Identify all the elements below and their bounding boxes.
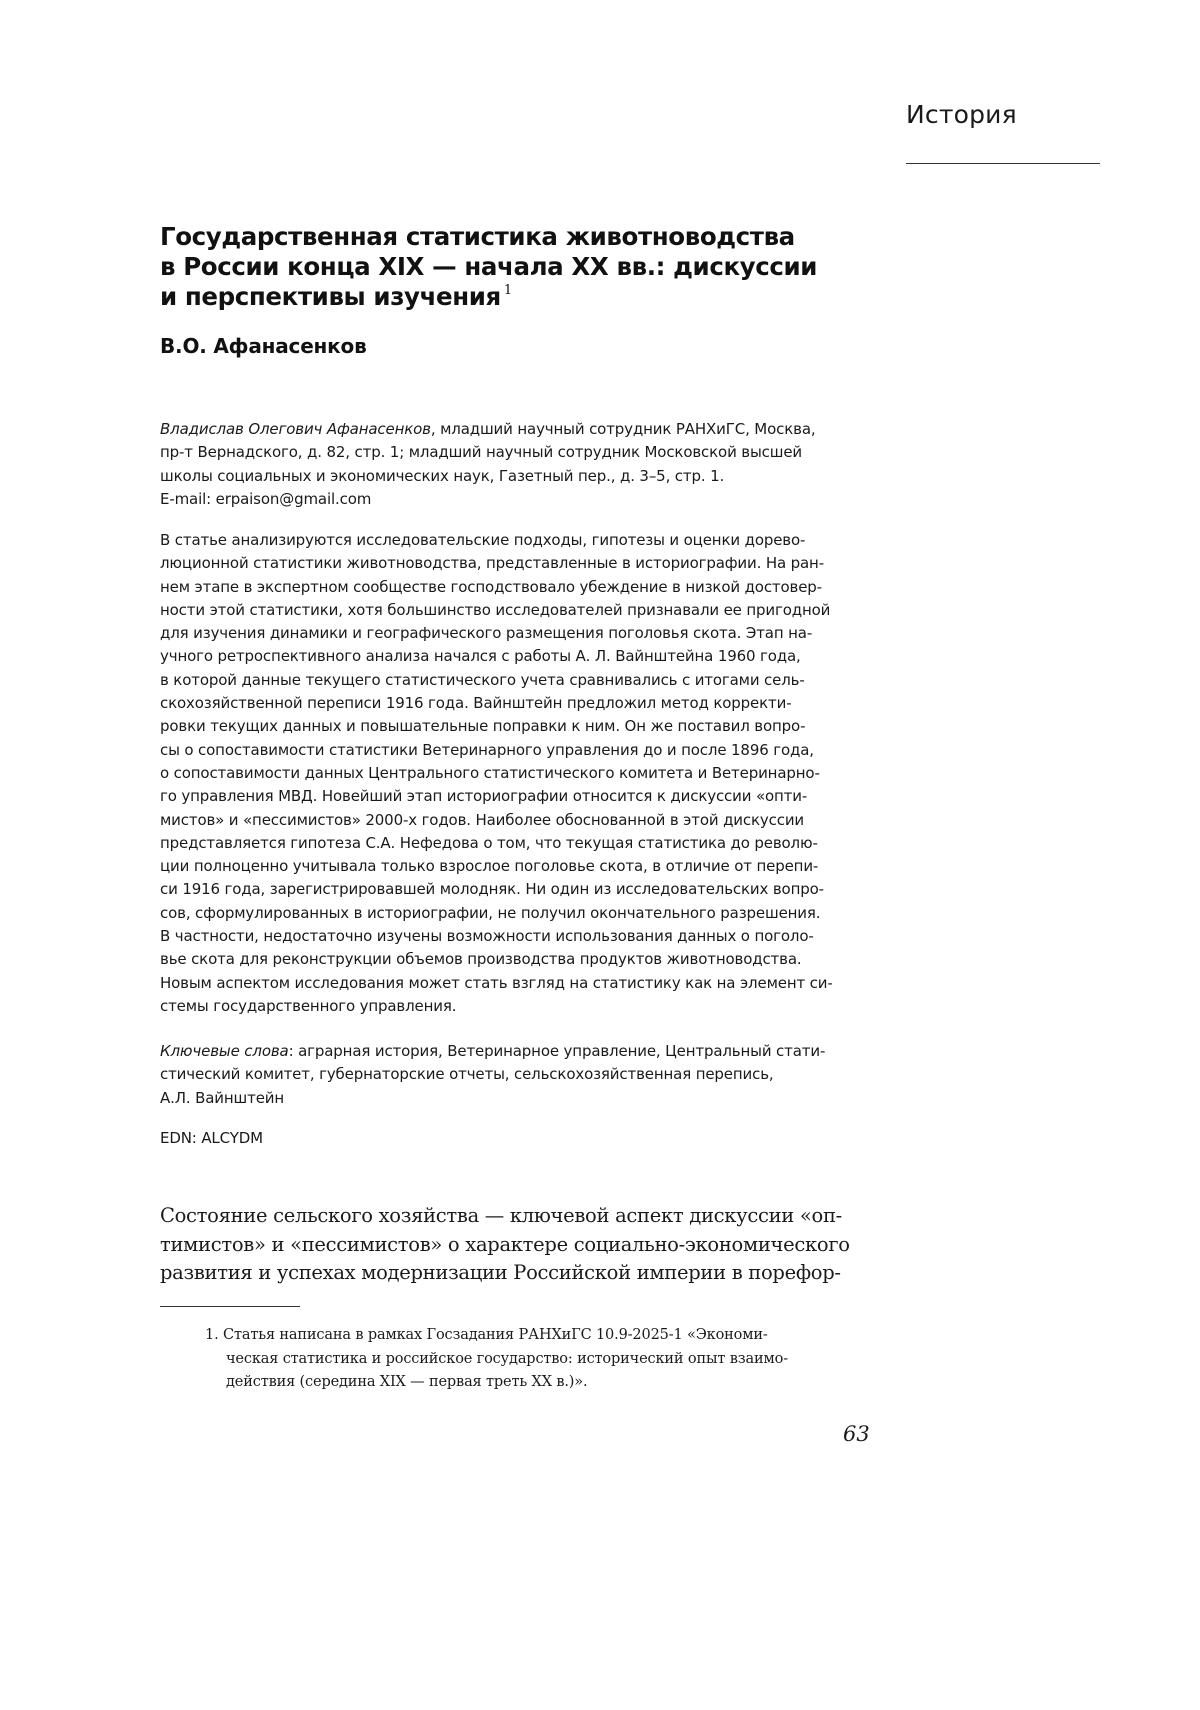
affiliation-line: пр-т Вернадского, д. 82, стр. 1; младший научный сотрудник Московской высшей bbox=[160, 443, 803, 462]
abstract bbox=[160, 529, 880, 1018]
abstract-line: го управления МВД. Новейший этап историографии относится к дискуссии «опти- bbox=[160, 787, 808, 806]
author-email: E-mail: erpaison@gmail.com bbox=[160, 489, 372, 508]
keywords-text: : аграрная история, Ветеринарное управление, Центральный стати- bbox=[288, 1042, 826, 1060]
body-line: тимистов» и «пессимистов» о характере социально-экономического bbox=[160, 1232, 850, 1256]
affiliation-text: , младший научный сотрудник РАНХиГС, Москва, bbox=[430, 420, 816, 438]
keywords-line bbox=[160, 1040, 880, 1063]
body-line: Состояние сельского хозяйства — ключевой аспект дискуссии «оп- bbox=[160, 1204, 842, 1227]
abstract-line: представляется гипотеза С.А. Нефедова о том, что текущая статистика до револю- bbox=[160, 833, 818, 852]
footnote-line: ческая статистика и российское государство: исторический опыт взаимо- bbox=[226, 1350, 788, 1367]
abstract-line: В частности, недостаточно изучены возможности использования данных о поголо- bbox=[160, 927, 814, 946]
abstract-line: Новым аспектом исследования может стать взгляд на статистику как на элемент си- bbox=[160, 973, 833, 992]
abstract-line: ции полноценно учитывала только взрослое поголовье скота, в отличие от перепи- bbox=[160, 857, 819, 876]
title-line-text: и перспективы изучения bbox=[160, 282, 501, 311]
keywords-line: стический комитет, губернаторские отчеты, сельскохозяйственная перепись, bbox=[160, 1065, 774, 1084]
abstract-line: о сопоставимости данных Центрального статистического комитета и Ветеринарно- bbox=[160, 763, 820, 782]
abstract-line: мистов» и «пессимистов» 2000-х годов. Наиболее обоснованной в этой дискуссии bbox=[160, 810, 805, 829]
footnote-line bbox=[205, 1324, 895, 1348]
keywords-line: А.Л. Вайнштейн bbox=[160, 1088, 285, 1107]
footnote-divider bbox=[160, 1306, 300, 1307]
abstract-line: скохозяйственной переписи 1916 года. Вайнштейн предложил метод корректи- bbox=[160, 694, 792, 713]
author-affiliation bbox=[160, 418, 880, 511]
section-divider bbox=[906, 163, 1100, 164]
abstract-line: в которой данные текущего статистического учета сравнивались с итогами сель- bbox=[160, 670, 805, 689]
article-title bbox=[160, 222, 920, 312]
affiliation-line bbox=[160, 418, 880, 441]
abstract-line: учного ретроспективного анализа начался с работы А. Л. Вайнштейна 1960 года, bbox=[160, 647, 801, 666]
footnote-text: Статья написана в рамках Госзадания РАНХиГС 10.9-2025-1 «Экономи- bbox=[223, 1327, 768, 1343]
title-footnote-mark: 1 bbox=[503, 283, 512, 298]
footnote-number: 1. bbox=[205, 1327, 219, 1343]
keywords bbox=[160, 1040, 880, 1110]
title-line: в России конца XIX — начала XX вв.: дискуссии bbox=[160, 252, 818, 281]
section-label: История bbox=[906, 100, 1017, 129]
title-line: Государственная статистика животноводства bbox=[160, 222, 795, 251]
affiliation-line: школы социальных и экономических наук, Газетный пер., д. 3–5, стр. 1. bbox=[160, 466, 725, 485]
keywords-label: Ключевые слова bbox=[160, 1042, 289, 1060]
abstract-line: ровки текущих данных и повышательные поправки к ним. Он же поставил вопро- bbox=[160, 717, 806, 736]
abstract-line: сы о сопоставимости статистики Ветеринарного управления до и после 1896 года, bbox=[160, 740, 814, 759]
edn-code: EDN: ALCYDM bbox=[160, 1129, 263, 1147]
page-number: 63 bbox=[843, 1422, 870, 1446]
article-author: В.О. Афанасенков bbox=[160, 334, 367, 358]
body-line: развития и успехах модернизации Российской империи в порефор- bbox=[160, 1261, 841, 1284]
footnote bbox=[205, 1324, 895, 1395]
abstract-line: вье скота для реконструкции объемов производства продуктов животноводства. bbox=[160, 950, 802, 969]
title-line bbox=[160, 282, 920, 312]
abstract-line: для изучения динамики и географического размещения поголовья скота. Этап на- bbox=[160, 624, 813, 643]
abstract-line: ности этой статистики, хотя большинство исследователей признавали ее пригодной bbox=[160, 600, 831, 619]
abstract-line: си 1916 года, зарегистрировавшей молодняк. Ни один из исследовательских вопро- bbox=[160, 880, 824, 899]
author-full-name: Владислав Олегович Афанасенков bbox=[160, 420, 431, 438]
abstract-line: сов, сформулированных в историографии, не получил окончательного разрешения. bbox=[160, 903, 821, 922]
abstract-line: стемы государственного управления. bbox=[160, 996, 457, 1015]
body-paragraph bbox=[160, 1202, 890, 1288]
abstract-line: люционной статистики животноводства, представленные в историографии. На ран- bbox=[160, 554, 824, 573]
abstract-line: В статье анализируются исследовательские подходы, гипотезы и оценки дорево- bbox=[160, 531, 806, 549]
footnote-line: действия (середина XIX — первая треть XX в.)». bbox=[226, 1374, 588, 1390]
abstract-line: нем этапе в экспертном сообществе господствовало убеждение в низкой достовер- bbox=[160, 577, 822, 596]
